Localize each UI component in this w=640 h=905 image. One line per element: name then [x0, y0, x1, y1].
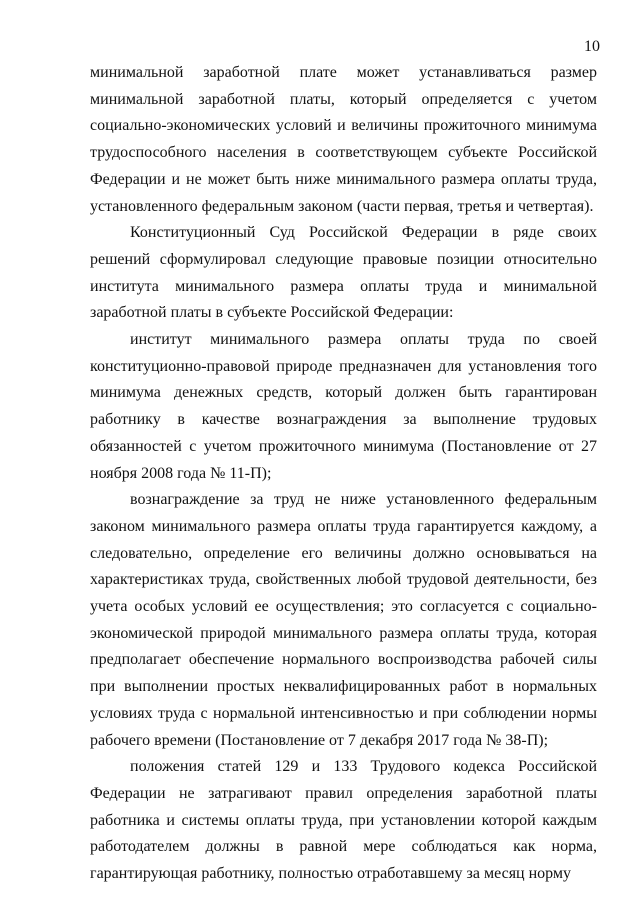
paragraph-institute-mrot: институт минимального размера оплаты труда по своей конституционно-правовой природе предназначен для установления того минимума денежных средств, который должен быть гарантирован работнику в качестве вознаграждения за выполнение трудовых обязанностей с учетом прожиточного минимума (Постановление от 27 ноября 2008 года № 11-П); — [90, 331, 597, 482]
page-number: 10 — [584, 38, 600, 55]
paragraph-continuation: минимальной заработной плате может устанавливаться размер минимальной заработной платы, который определяется с учетом социально-экономических условий и величины прожиточного минимума трудоспособного населения в соответствующем субъекте Российской Федерации и не может быть ниже минимального размера оплаты труда, установленного федеральным законом (части первая, третья и четвертая). — [90, 64, 597, 215]
paragraph-constitutional-court: Конституционный Суд Российской Федерации в ряде своих решений сформулировал следующие правовые позиции относительно института минимального размера оплаты труда и минимальной заработной платы в субъекте Российской Федерации: — [90, 224, 597, 322]
document-body — [90, 60, 597, 888]
paragraph-labor-code-articles: положения статей 129 и 133 Трудового кодекса Российской Федерации не затрагивают правил определения заработной платы работника и системы оплаты труда, при установлении которой каждым работодателем должны в равной мере соблюдаться как норма, гарантирующая работнику, полностью отработавшему за месяц норму — [90, 758, 597, 883]
paragraph-remuneration: вознаграждение за труд не ниже установленного федеральным законом минимального размера оплаты труда гарантируется каждому, а следовательно, определение его величины должно основываться на характеристиках труда, свойственных любой трудовой деятельности, без учета особых условий ее осуществления; это согласуется с социально-экономической природой минимального размера оплаты труда, которая предполагает обеспечение нормального воспроизводства рабочей силы при выполнении простых неквалифицированных работ в нормальных условиях труда с нормальной интенсивностью и при соблюдении нормы рабочего времени (Постановление от 7 декабря 2017 года № 38-П); — [90, 491, 597, 749]
